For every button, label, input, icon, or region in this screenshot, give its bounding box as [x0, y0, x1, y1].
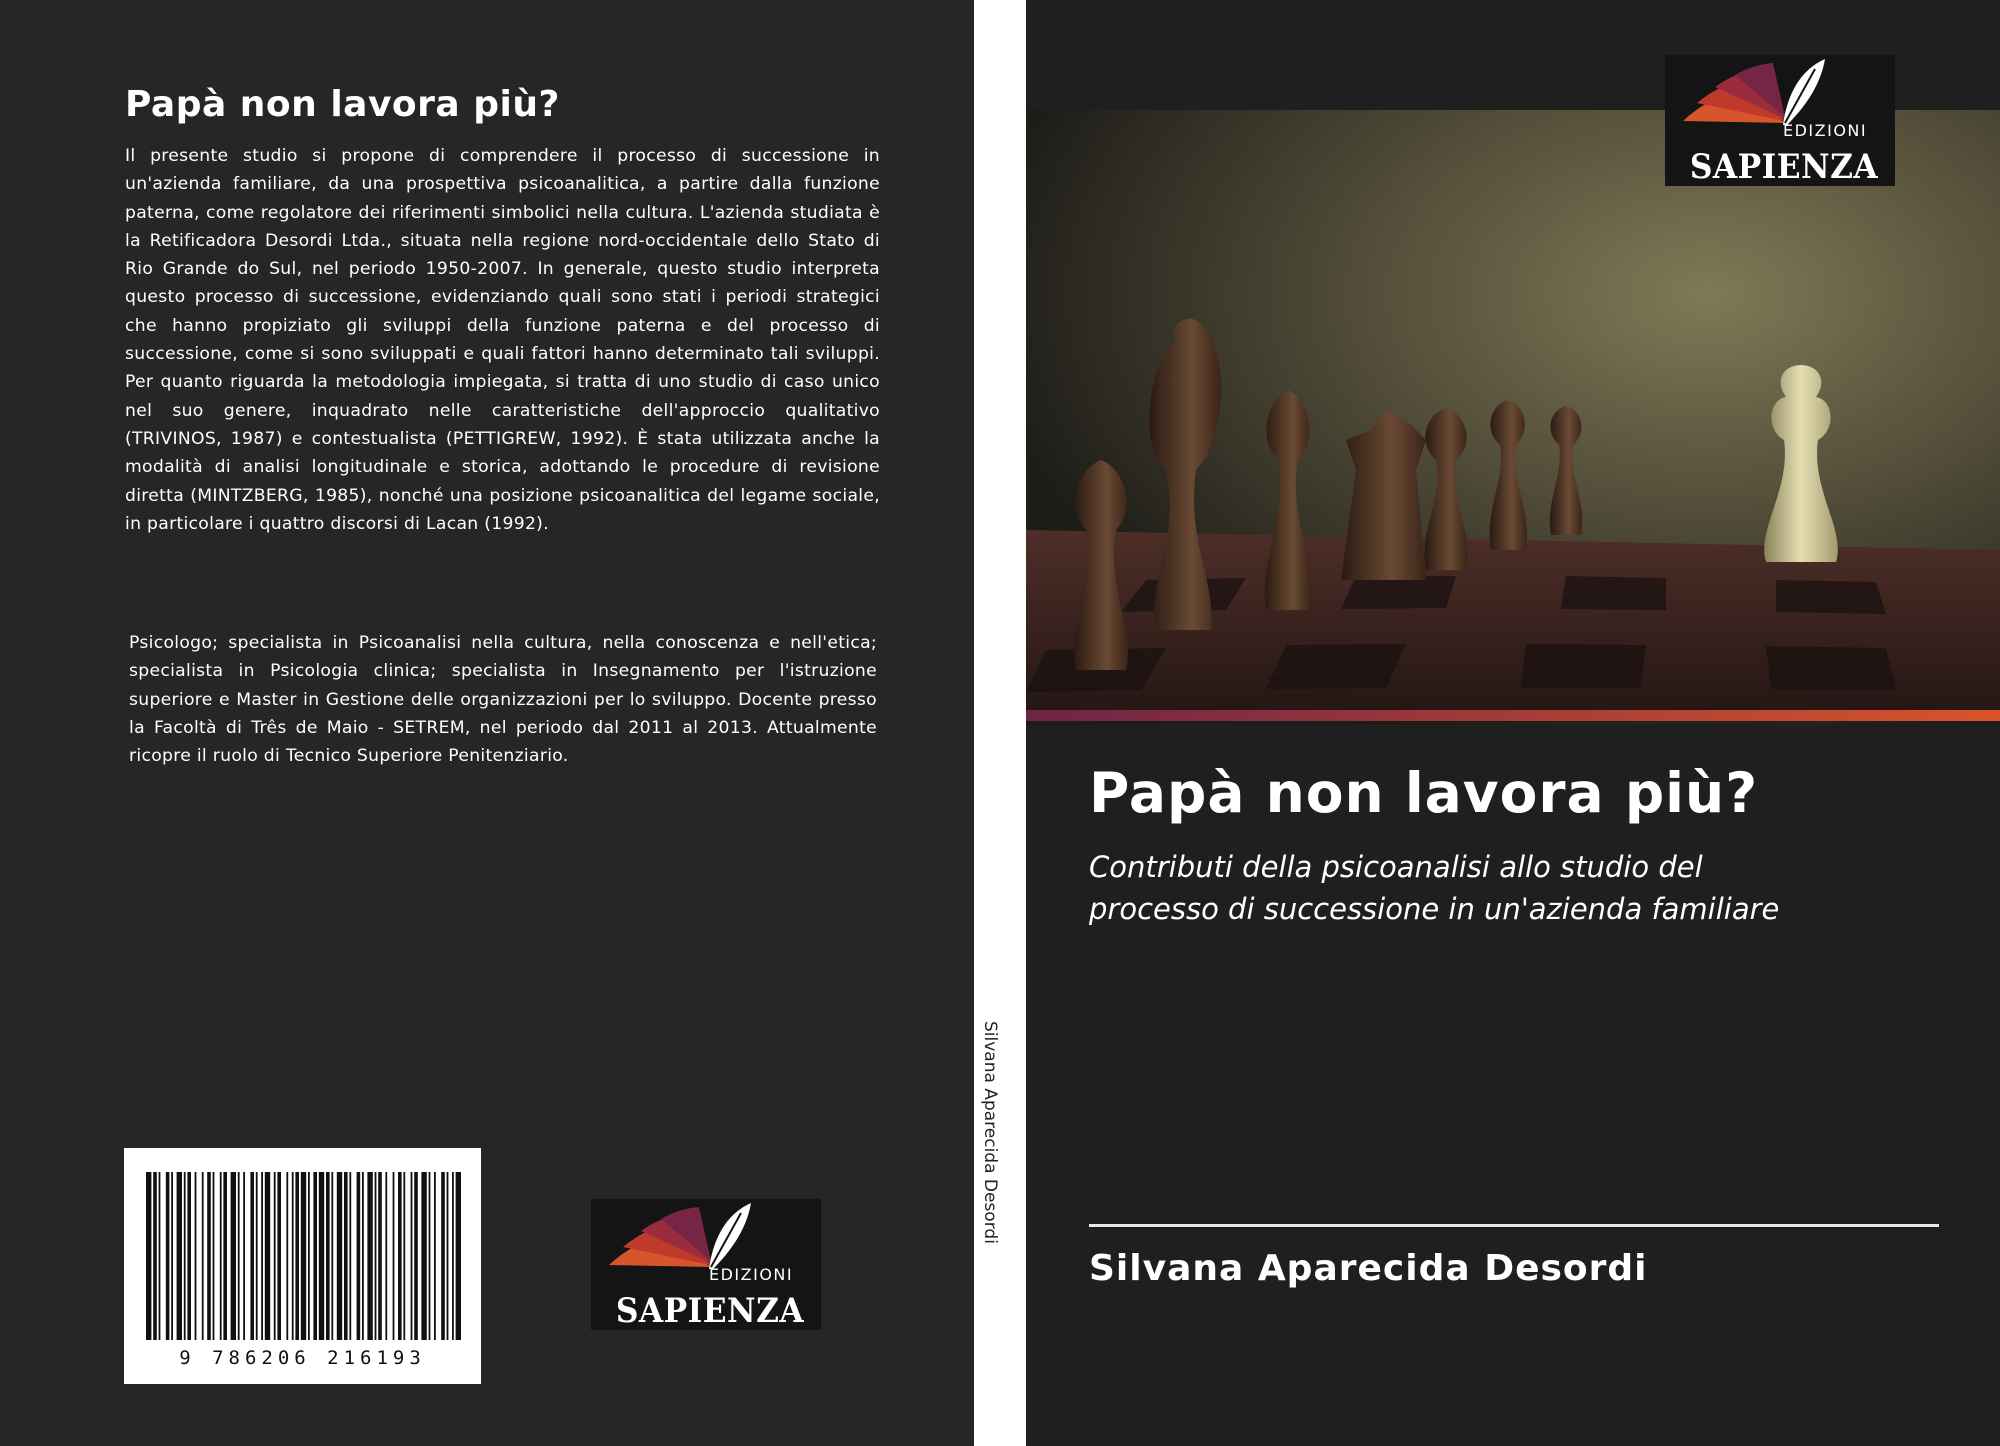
barcode-bar — [187, 1172, 191, 1340]
barcode-bar — [349, 1172, 351, 1340]
barcode-bar — [331, 1172, 333, 1340]
publisher-logo-back — [591, 1199, 821, 1369]
barcode-bar — [447, 1172, 449, 1340]
book-title: Papà non lavora più? — [1089, 761, 1759, 825]
publisher-edizioni-label: EDIZIONI — [709, 1265, 794, 1284]
barcode-bar — [153, 1172, 157, 1340]
barcode-bar — [286, 1172, 288, 1340]
barcode-bar — [195, 1172, 197, 1340]
barcode-bar — [403, 1172, 405, 1340]
quill-pen-icon — [709, 1203, 751, 1269]
quill-pen-icon — [1783, 59, 1825, 125]
barcode-bar — [344, 1172, 348, 1340]
publisher-logo-front — [1665, 55, 1895, 225]
barcode-bar — [202, 1172, 204, 1340]
barcode-bar — [337, 1172, 342, 1340]
barcode-bar — [238, 1172, 240, 1340]
spine-author: Silvana Aparecida Desordi — [980, 1021, 1000, 1244]
book-subtitle-line: Contributi della psicoanalisi allo studio del — [1089, 850, 1703, 884]
barcode-bar — [326, 1172, 330, 1340]
barcode-bar — [385, 1172, 387, 1340]
barcode-bar — [375, 1172, 377, 1340]
barcode-bar — [220, 1172, 222, 1340]
barcode-bar — [414, 1172, 418, 1340]
barcode-bar — [265, 1172, 270, 1340]
barcode-bar — [243, 1172, 245, 1340]
barcode-bar — [213, 1172, 215, 1340]
author-divider — [1089, 1224, 1939, 1227]
barcode-bar — [357, 1172, 361, 1340]
back-cover — [0, 0, 974, 1446]
barcode-bar — [277, 1172, 281, 1340]
barcode-bar — [393, 1172, 395, 1340]
barcode-bar — [250, 1172, 254, 1340]
barcode-bar — [274, 1172, 276, 1340]
barcode-bar — [256, 1172, 258, 1340]
publisher-name: SAPIENZA — [615, 1291, 805, 1331]
barcode-bar — [166, 1172, 170, 1340]
barcode-bar — [223, 1172, 227, 1340]
barcode-bar — [398, 1172, 402, 1340]
barcode-bar — [159, 1172, 161, 1340]
barcode-bar — [207, 1172, 211, 1340]
publisher-edizioni-label: EDIZIONI — [1783, 121, 1868, 140]
author-bio: Psicologo; specialista in Psicoanalisi nella cultura, nella conoscenza e nell'etica; specialista in Psicologia clinica; specialista in Insegnamento per l'istruzione superiore e Master in Gestione delle organizzazioni per lo sviluppo. Docente presso la Facoltà di Três de Maio - SETREM, nel periodo dal 2011 al 2013. Attualmente ricopre il ruolo di Tecnico Superiore Penitenziario. — [129, 633, 877, 767]
book-subtitle-line: processo di successione in un'azienda familiare — [1089, 892, 1780, 926]
barcode-bar — [441, 1172, 445, 1340]
barcode-icon — [142, 1172, 463, 1342]
barcode-bar — [456, 1172, 461, 1340]
barcode-bar — [367, 1172, 372, 1340]
barcode-bar — [171, 1172, 173, 1340]
back-cover-abstract: Il presente studio si propone di comprendere il processo di successione in un'azienda familiare, da una prospettiva psicoanalitica, a partire dalla funzione paterna, come regolatore dei riferimenti simbolici nella cultura. L'azienda studiata è la Retificadora Desordi Ltda., situata nella regione nord-occidentale dello Stato di Rio Grande do Sul, nel periodo 1950-2007. In generale, questo studio interpreta questo processo di successione, evidenziando quali sono stati i periodi strategici che hanno propiziato gli sviluppi della funzione paterna e del processo di successione, come si sono sviluppati e quali fattori hanno determinato tali sviluppi. Per quanto riguarda la metodologia impiegata, si tratta di uno studio di caso unico nel suo genere, inquadrato nelle caratteristiche dell'approccio qualitativo (TRIVINOS, 1987) e contestualista (PETTIGREW, 1992). È stata utilizzata anche la modalità di analisi longitudinale e storica, adottando le procedure di revisione diretta (MINTZBERG, 1985), nonché una posizione psicoanalitica del legame sociale, in particolare i quattro discorsi di Lacan (1992). — [125, 146, 880, 534]
isbn-barcode — [124, 1148, 481, 1384]
back-cover-title: Papà non lavora più? — [125, 84, 560, 125]
barcode-bar — [231, 1172, 236, 1340]
barcode-bar — [362, 1172, 364, 1340]
barcode-bar — [295, 1172, 299, 1340]
barcode-bar — [146, 1172, 151, 1340]
isbn-digits: 9 786206 216193 — [179, 1347, 426, 1369]
barcode-bar — [308, 1172, 310, 1340]
barcode-bar — [184, 1172, 186, 1340]
barcode-bar — [292, 1172, 294, 1340]
barcode-bar — [378, 1172, 382, 1340]
barcode-bar — [313, 1172, 317, 1340]
barcode-bar — [411, 1172, 413, 1340]
barcode-bar — [177, 1172, 182, 1340]
barcode-bar — [452, 1172, 454, 1340]
publisher-name: SAPIENZA — [1689, 147, 1879, 187]
barcode-bar — [319, 1172, 324, 1340]
barcode-bar — [301, 1172, 306, 1340]
barcode-bar — [429, 1172, 431, 1340]
barcode-bar — [421, 1172, 426, 1340]
book-author: Silvana Aparecida Desordi — [1089, 1248, 1648, 1289]
book-subtitle — [1089, 846, 1909, 930]
barcode-bar — [434, 1172, 436, 1340]
barcode-bar — [261, 1172, 263, 1340]
